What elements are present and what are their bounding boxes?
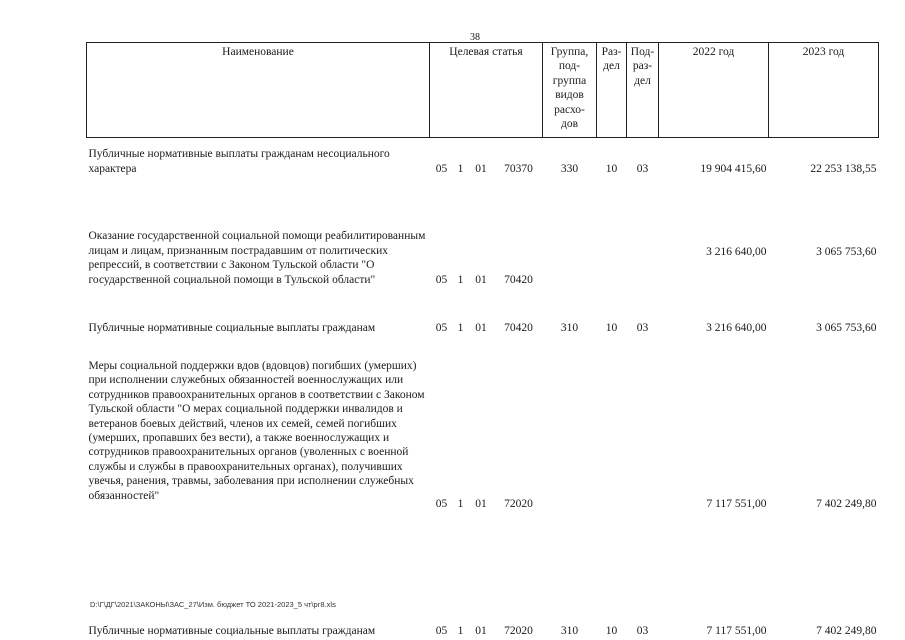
row-amount-2023: 7 402 249,80 [816,497,877,510]
row-section [597,338,627,601]
table-row [87,179,879,292]
row-code-1: 05 [435,321,448,334]
row-code-3: 01 [475,273,487,286]
header-subsection-text: Под-раз-дел [630,46,655,87]
row-group: 310 [560,624,579,637]
header-name: Наименование [87,43,430,138]
row-name: Меры социальной поддержки вдов (вдовцов) погибших (умерших) при исполнении служебных обязанностей военнослужащих или сотрудников правоохранительных органов в соответствии с Законом Тульской области "О мерах социальной поддержки инвалидов и ветеранов боевых действий, членов их семей, семей погибших (умерших, пропавших без вести), а также военнослужащих и сотрудников правоохранительных органов (уволенных с военной службы и службы в правоохранительных органах), получивших увечья, ранения, травмы, заболевания при исполнении служебных обязанностей" [88,360,425,502]
row-code-1: 05 [435,273,448,286]
header-target-article: Целевая статья [430,43,543,138]
row-code-3: 01 [475,321,487,334]
budget-table [86,42,879,640]
row-code-4: 70420 [504,273,533,286]
row-code-3: 01 [475,624,487,637]
row-group [543,179,597,292]
header-group-text: Группа, под-группа видов расхо-дов [550,46,589,131]
row-code-2: 1 [457,624,464,637]
row-amount-2022: 7 117 551,00 [706,624,767,637]
row-group: 330 [560,162,579,175]
row-code-1: 05 [435,497,448,510]
row-amount-2023: 7 402 249,80 [816,624,877,637]
row-name: Публичные нормативные выплаты гражданам несоциального характера [88,148,390,175]
row-amount-2022: 19 904 415,60 [700,162,767,175]
row-subsection: 03 [636,162,649,175]
row-code-2: 1 [457,162,464,175]
row-code-4: 72020 [504,624,533,637]
row-name: Публичные нормативные социальные выплаты гражданам [88,624,376,637]
page-number: 38 [470,32,480,43]
table-row [87,138,879,180]
row-subsection: 03 [636,624,649,637]
header-year-2023: 2023 год [769,43,879,138]
row-amount-2023: 3 065 753,60 [816,245,877,258]
row-code-1: 05 [435,624,448,637]
header-group [543,43,597,138]
row-amount-2023: 3 065 753,60 [816,321,877,334]
row-subsection [627,338,659,601]
row-subsection: 03 [636,321,649,334]
row-section: 10 [605,162,618,175]
row-amount-2022: 7 117 551,00 [706,497,767,510]
row-subsection [627,179,659,292]
header-section-text: Раз-дел [601,46,622,73]
table-row [87,338,879,601]
row-code-2: 1 [457,497,464,510]
row-section [597,179,627,292]
header-year-2022: 2022 год [659,43,769,138]
row-amount-2022: 3 216 640,00 [706,321,767,334]
header-subsection [627,43,659,138]
row-code-2: 1 [457,321,464,334]
row-amount-2022: 3 216 640,00 [706,245,767,258]
row-code-4: 72020 [504,497,533,510]
row-section: 10 [605,624,618,637]
row-code-3: 01 [475,162,487,175]
row-name: Публичные нормативные социальные выплаты гражданам [88,321,376,334]
row-group [543,338,597,601]
row-code-4: 70370 [504,162,533,175]
header-section [597,43,627,138]
row-section: 10 [605,321,618,334]
row-name: Оказание государственной социальной помощи реабилитированным лицам и лицам, признанным пострадавшим от политических репрессий, в соответствии с Законом Тульской области "О государственной социальной помощи в Тульской области" [88,230,426,286]
row-code-4: 70420 [504,321,533,334]
table-row [87,292,879,338]
row-amount-2023: 22 253 138,55 [810,162,877,175]
row-group: 310 [560,321,579,334]
file-path-footer: D:\Г\ДГ\2021\ЗАКОНЫ\ЗАС_27\Изм. бюджет ТО 2021-2023_5 чт\рг8.xls [90,600,336,609]
row-code-1: 05 [435,162,448,175]
row-code-2: 1 [457,273,464,286]
table-header-row [87,43,879,138]
row-code-3: 01 [475,497,487,510]
